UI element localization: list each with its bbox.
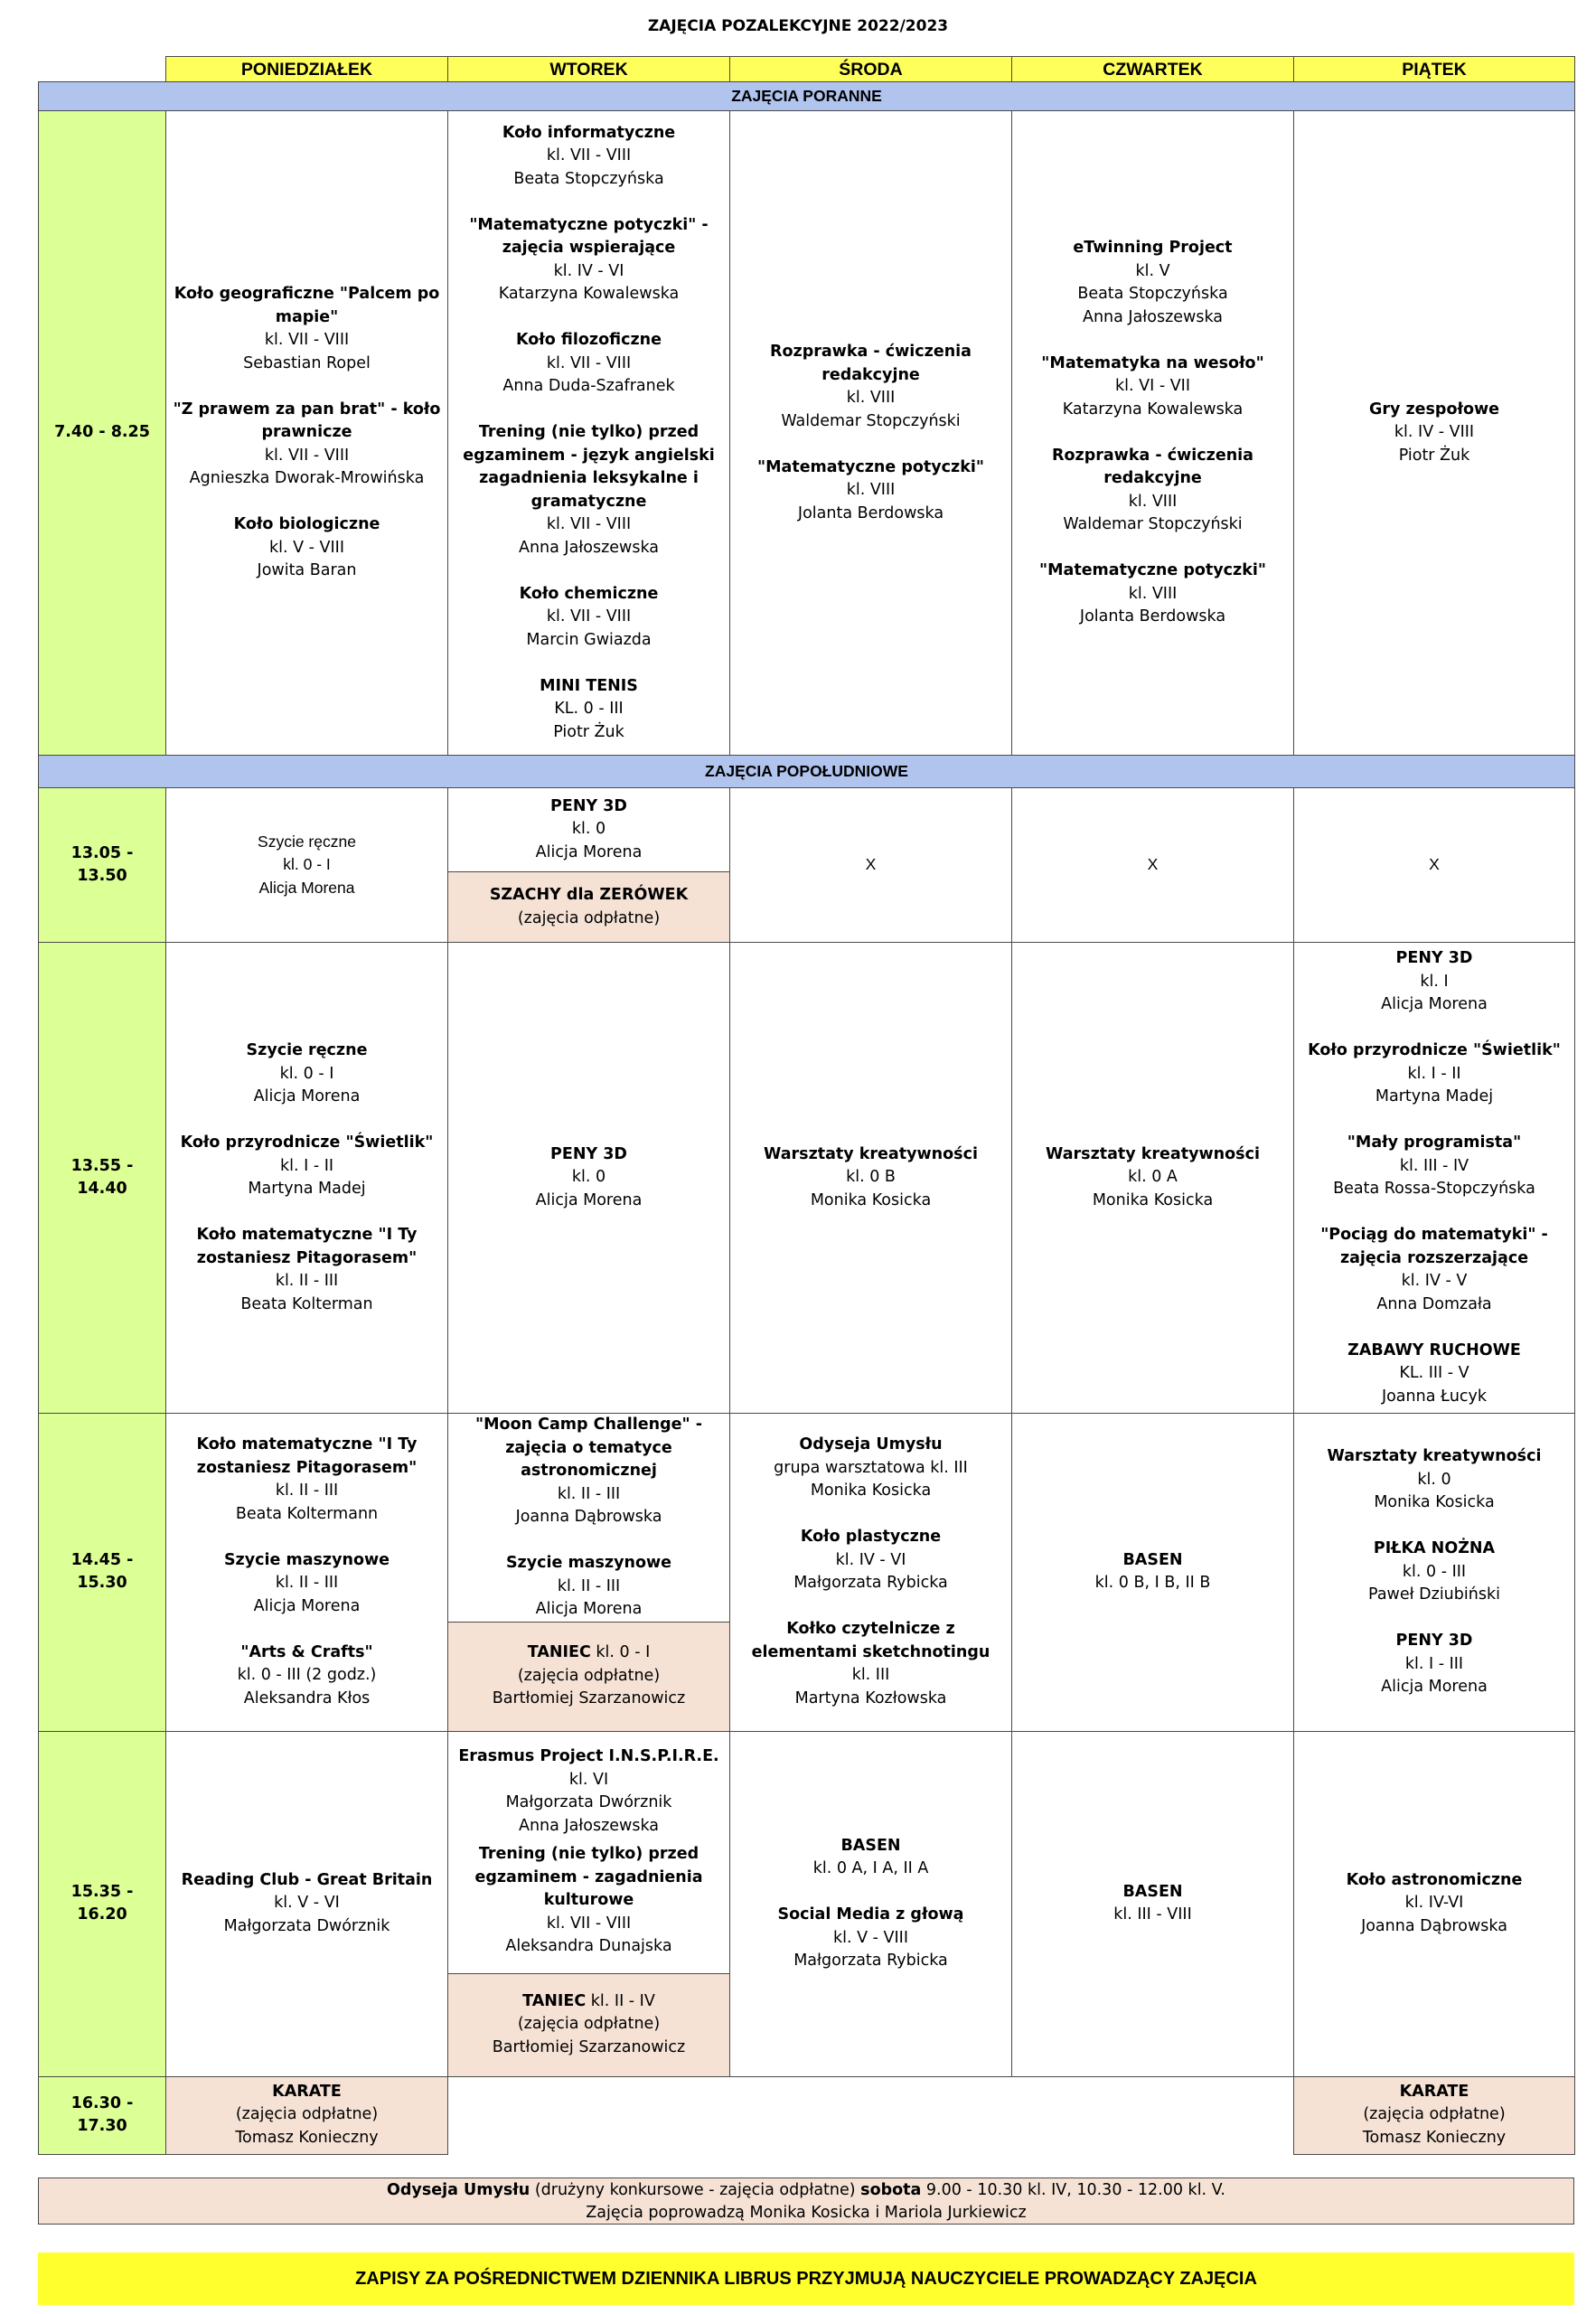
activity-title: Szycie maszynowe <box>223 1550 390 1569</box>
cell-tuesday <box>448 788 730 872</box>
cell-tuesday <box>448 111 730 756</box>
activity-line: Katarzyna Kowalewska <box>498 285 680 304</box>
activity-line: (zajęcia odpłatne) <box>235 2105 379 2124</box>
activity-line: kl. VIII <box>1128 584 1178 603</box>
activity-title: Rozprawka - ćwiczenia redakcyjne <box>770 343 972 384</box>
activity-line: Beata Stopczyńska <box>1077 285 1228 304</box>
activity-line: Alicja Morena <box>535 1600 643 1618</box>
activity-title: Koło przyrodnicze "Świetlik" <box>1308 1041 1561 1059</box>
activity-title: Koło informatyczne <box>502 123 676 142</box>
activity-title: MINI TENIS <box>540 676 638 695</box>
cell-thursday <box>1012 1414 1294 1732</box>
activity-title: PENY 3D <box>1395 1632 1473 1650</box>
activity-block <box>454 583 724 653</box>
cell-tuesday-paid <box>448 1973 730 2076</box>
activity-title: Koło matematyczne "I Ty zostaniesz Pitagorasem" <box>196 1435 418 1477</box>
day-header-tuesday: WTOREK <box>448 57 730 82</box>
activity-line: kl. III <box>851 1666 890 1685</box>
activity-line: kl. I <box>1420 972 1449 991</box>
activity-line: (zajęcia odpłatne) <box>1363 2105 1506 2124</box>
activity-title: TANIEC kl. 0 - I <box>527 1643 651 1662</box>
activity-title: "Moon Camp Challenge" - zajęcia o tematyce astronomicznej <box>475 1416 702 1480</box>
schedule-row <box>39 943 1575 1414</box>
cell-friday <box>1294 111 1575 756</box>
activity-title: ZABAWY RUCHOWE <box>1347 1340 1521 1359</box>
footer-note <box>38 2178 1574 2225</box>
activity-line: Martyna Kozłowska <box>794 1688 947 1707</box>
activity-block <box>1300 1224 1569 1316</box>
activity-block <box>1300 1445 1569 1515</box>
activity-block <box>1018 560 1288 629</box>
cell-friday <box>1294 2076 1575 2154</box>
activity-line: kl. VI - VII <box>1115 377 1190 396</box>
activity-block <box>454 675 724 745</box>
activity-block <box>454 1843 724 1959</box>
activity-line: kl. II - III <box>275 1482 339 1500</box>
activity-line: Anna Jałoszewska <box>518 1816 660 1835</box>
activity-block <box>736 456 1006 526</box>
activity-line: Sebastian Ropel <box>243 353 371 372</box>
cell-monday <box>166 943 448 1414</box>
activity-line: Monika Kosicka <box>810 1190 932 1209</box>
cell-friday: X <box>1294 788 1575 943</box>
time-slot: 13.05 - 13.50 <box>39 788 166 943</box>
activity-block <box>172 283 442 375</box>
activity-line: Agnieszka Dworak-Mrowińska <box>189 469 425 488</box>
activity-line: kl. VII - VIII <box>546 607 632 626</box>
activity-line: Alicja Morena <box>535 842 643 861</box>
activity-line: Alicja Morena <box>1381 1678 1488 1696</box>
activity-block <box>1018 1549 1288 1595</box>
activity-title: Rozprawka - ćwiczenia redakcyjne <box>1052 446 1253 488</box>
activity-title: Erasmus Project I.N.S.P.I.R.E. kl. VI <box>458 1747 719 1789</box>
activity-class: kl. 0 - I <box>283 855 331 874</box>
activity-line: kl. 0 <box>571 820 606 839</box>
activity-block <box>1018 1143 1288 1213</box>
cell-monday <box>166 788 448 943</box>
activity-title: "Matematyka na wesoło" <box>1041 353 1264 372</box>
activity-block <box>172 1132 442 1201</box>
activity-block <box>1300 1340 1569 1409</box>
cell-monday <box>166 2076 448 2154</box>
activity-title: PENY 3D <box>550 1144 627 1163</box>
cell-thursday: X <box>1012 788 1294 943</box>
day-header-wednesday: ŚRODA <box>730 57 1012 82</box>
activity-line: kl. III - VIII <box>1113 1905 1192 1924</box>
activity-line: kl. VIII <box>846 389 896 407</box>
activity-title: eTwinning Project <box>1073 239 1233 258</box>
activity-line: Anna Domzała <box>1376 1294 1492 1313</box>
schedule-row-morning <box>39 111 1575 756</box>
activity-line: kl. 0 - III (2 godz.) <box>237 1666 377 1685</box>
cell-thursday <box>1012 943 1294 1414</box>
activity-line: kl. IV - VI <box>553 261 624 280</box>
activity-line: Bartłomiej Szarzanowicz <box>492 1689 686 1708</box>
activity-line: Paweł Dziubiński <box>1368 1585 1500 1604</box>
activity-line: Alicja Morena <box>253 1596 361 1615</box>
cell-tuesday-paid <box>448 872 730 943</box>
activity-block <box>172 1224 442 1316</box>
activity-title: Trening (nie tylko) przed egzaminem - zagadnienia kulturowe <box>474 1845 703 1910</box>
activity-block <box>1300 399 1569 468</box>
activity-title: Kołko czytelnicze z elementami sketchnotingu <box>751 1620 990 1661</box>
activity-line: kl. V <box>1135 261 1170 280</box>
activity-line: Martyna Madej <box>248 1180 366 1198</box>
activity-block <box>454 1552 724 1622</box>
activity-block <box>736 341 1006 433</box>
activity-block <box>454 421 724 560</box>
activity-line: kl. VII - VIII <box>546 1914 632 1933</box>
activity-line: (zajęcia odpłatne) <box>517 1666 661 1685</box>
activity-block <box>172 1039 442 1109</box>
activity-block <box>172 1641 442 1711</box>
cell-friday <box>1294 943 1575 1414</box>
time-slot: 14.45 - 15.30 <box>39 1414 166 1732</box>
activity-title: Szycie ręczne <box>258 832 356 851</box>
activity-title: PENY 3D <box>550 796 627 815</box>
activity-block <box>736 1904 1006 1973</box>
activity-block <box>736 1434 1006 1503</box>
activity-line: Martyna Madej <box>1375 1087 1494 1105</box>
activity-title: Koło plastyczne <box>800 1528 942 1547</box>
time-slot: 16.30 - 17.30 <box>39 2076 166 2154</box>
activity-line: kl. I - III <box>1404 1654 1464 1673</box>
activity-title: Gry zespołowe <box>1368 400 1500 419</box>
activity-line: Bartłomiej Szarzanowicz <box>492 2037 686 2056</box>
activity-block <box>454 1414 724 1529</box>
activity-title: Social Media z głową <box>777 1905 964 1924</box>
activity-line: Jolanta Berdowska <box>1079 607 1226 626</box>
time-slot: 7.40 - 8.25 <box>39 111 166 756</box>
activity-line: Monika Kosicka <box>1374 1493 1495 1511</box>
activity-title: Reading Club - Great Britain <box>181 1870 433 1889</box>
schedule-row <box>39 1414 1575 1623</box>
cell-friday <box>1294 1414 1575 1732</box>
activity-title: Warsztaty kreatywności <box>1046 1144 1260 1163</box>
activity-line: Waldemar Stopczyński <box>1063 515 1243 534</box>
page-title: ZAJĘCIA POZALEKCYJNE 2022/2023 <box>647 17 949 35</box>
schedule-row <box>39 2076 1575 2154</box>
cell-tuesday-paid <box>448 1622 730 1731</box>
activity-line: KL. 0 - III <box>554 700 624 719</box>
activity-title: TANIEC kl. II - IV <box>522 1991 655 2010</box>
activity-title: Koło przyrodnicze "Świetlik" <box>180 1133 434 1152</box>
activity-line: KL. III - V <box>1399 1364 1469 1382</box>
activity-line: Beata Kolterman <box>240 1294 373 1313</box>
cell-wednesday <box>730 943 1012 1414</box>
activity-block <box>736 1143 1006 1213</box>
activity-line: (zajęcia odpłatne) <box>517 908 661 927</box>
activity-line: kl. VIII <box>846 481 896 499</box>
activity-line: kl. VII - VIII <box>546 146 632 165</box>
activity-block <box>736 1618 1006 1710</box>
activity-line: Waldemar Stopczyński <box>781 411 961 430</box>
activity-line: Anna Jałoszewska <box>518 538 660 557</box>
schedule-row <box>39 1731 1575 1973</box>
day-header-thursday: CZWARTEK <box>1012 57 1294 82</box>
footer-line-1: Odyseja Umysłu (drużyny konkursowe - zajęcia odpłatne) sobota 9.00 - 10.30 kl. IV, 10.30 - 12.00 kl. V. <box>387 2181 1225 2199</box>
activity-line: Alicja Morena <box>535 1190 643 1209</box>
activity-block <box>454 122 724 192</box>
activity-line: kl. II - III <box>275 1574 339 1593</box>
activity-block <box>454 329 724 399</box>
activity-title: Trening (nie tylko) przed egzaminem - język angielski zagadnienia leksykalne i gramatyczne <box>463 423 715 511</box>
activity-block <box>172 1434 442 1526</box>
activity-title: BASEN <box>1122 1882 1183 1901</box>
activity-block <box>454 1143 724 1213</box>
activity-title: KARATE <box>1399 2082 1469 2101</box>
cell-monday <box>166 111 448 756</box>
activity-line: kl. II - III <box>557 1484 621 1503</box>
activity-title: Warsztaty kreatywności <box>1327 1447 1542 1465</box>
activity-block <box>736 1526 1006 1595</box>
activity-title: PIŁKA NOŻNA <box>1373 1539 1496 1557</box>
activity-line: kl. IV - VI <box>835 1550 906 1569</box>
cell-wednesday <box>730 1731 1012 2076</box>
activity-line: kl. 0 A, I A, II A <box>812 1859 929 1877</box>
cell-wednesday <box>730 111 1012 756</box>
activity-block <box>172 513 442 583</box>
activity-block <box>172 1869 442 1939</box>
activity-title: "Z prawem za pan brat" - koło prawnicze <box>173 400 441 442</box>
cell-tuesday <box>448 1731 730 1973</box>
activity-block <box>1300 1132 1569 1201</box>
activity-line: grupa warsztatowa kl. III <box>774 1458 968 1477</box>
activity-title: "Matematyczne potyczki" <box>1038 561 1266 580</box>
activity-line: Marcin Gwiazda <box>526 630 652 649</box>
day-header-row <box>39 57 1575 82</box>
activity-line: Monika Kosicka <box>1092 1190 1214 1209</box>
time-slot: 15.35 - 16.20 <box>39 1731 166 2076</box>
activity-line: kl. II - III <box>275 1272 339 1290</box>
activity-line: kl. VII - VIII <box>264 446 350 465</box>
activity-title: Koło filozoficzne <box>516 331 662 350</box>
activity-line: kl. II - III <box>557 1576 621 1595</box>
activity-line: kl. I - II <box>279 1156 334 1175</box>
activity-title: KARATE <box>272 2082 342 2101</box>
activity-block <box>172 1549 442 1619</box>
activity-line: kl. VII - VIII <box>546 515 632 534</box>
activity-line: kl. IV - V <box>1401 1272 1468 1290</box>
activity-line: Aleksandra Dunajska <box>505 1937 672 1956</box>
activity-title: Koło geograficzne "Palcem po mapie" <box>174 285 440 326</box>
schedule-table <box>38 56 1575 2155</box>
activity-title: "Matematyczne potyczki" <box>756 457 984 476</box>
activity-line: kl. 0 - III <box>1402 1562 1467 1581</box>
activity-line: Tomasz Konieczny <box>235 2128 379 2147</box>
activity-line: Beata Stopczyńska <box>513 169 664 188</box>
activity-line: kl. 0 B, I B, II B <box>1094 1574 1211 1593</box>
day-header-friday: PIĄTEK <box>1294 57 1575 82</box>
activity-title: "Pociąg do matematyki" - zajęcia rozszerzające <box>1320 1226 1548 1267</box>
activity-block <box>454 214 724 306</box>
activity-line: kl. VIII <box>1128 492 1178 511</box>
activity-line: Małgorzata Rybicka <box>793 1952 948 1970</box>
activity-block <box>1300 1869 1569 1939</box>
activity-line: Aleksandra Kłos <box>243 1688 371 1707</box>
activity-line: Joanna Dąbrowska <box>515 1508 662 1526</box>
activity-title: Szycie ręczne <box>246 1041 368 1059</box>
activity-title: Koło biologiczne <box>233 515 380 534</box>
activity-line: (zajęcia odpłatne) <box>517 2015 661 2034</box>
activity-line: kl. 0 <box>1417 1470 1451 1489</box>
activity-teacher: Alicja Morena <box>258 878 355 897</box>
activity-block <box>1018 237 1288 329</box>
activity-line: Jolanta Berdowska <box>797 503 944 522</box>
activity-line: kl. I - II <box>1407 1064 1461 1083</box>
activity-line: Alicja Morena <box>1381 995 1488 1013</box>
activity-title: Koło chemiczne <box>519 584 659 603</box>
activity-block <box>736 1835 1006 1881</box>
activity-title: PENY 3D <box>1395 949 1473 967</box>
activity-line: Małgorzata Rybicka <box>793 1574 948 1593</box>
activity-line: Małgorzata Dwórznik <box>223 1916 390 1935</box>
activity-line: Beata Koltermann <box>235 1504 379 1523</box>
activity-line: kl. 0 A <box>1128 1168 1178 1187</box>
activity-line: Anna Duda-Szafranek <box>502 377 675 396</box>
activity-line: Beata Rossa-Stopczyńska <box>1333 1180 1535 1198</box>
cell-tuesday <box>448 1414 730 1623</box>
section-afternoon: ZAJĘCIA POPOŁUDNIOWE <box>39 756 1575 788</box>
schedule-row <box>39 788 1575 872</box>
activity-line: kl. V - VI <box>274 1894 340 1913</box>
cell-wednesday: X <box>730 788 1012 943</box>
activity-line: Alicja Morena <box>253 1087 361 1105</box>
activity-block <box>1018 353 1288 422</box>
activity-block <box>1300 1538 1569 1607</box>
cell-monday <box>166 1731 448 2076</box>
activity-title: "Matematyczne potyczki" - zajęcia wspierające <box>469 215 709 258</box>
activity-line: Monika Kosicka <box>810 1482 932 1500</box>
activity-title: Koło matematyczne "I Ty zostaniesz Pitagorasem" <box>196 1226 418 1267</box>
activity-line: kl. V - VIII <box>833 1928 908 1947</box>
time-slot: 13.55 - 14.40 <box>39 943 166 1414</box>
activity-line: kl. IV-VI <box>1404 1894 1464 1913</box>
activity-title: Odyseja Umysłu <box>799 1435 943 1454</box>
activity-line: Tomasz Konieczny <box>1362 2128 1507 2147</box>
activity-block <box>1300 1039 1569 1109</box>
activity-block <box>454 1745 724 1838</box>
activity-line: kl. III - IV <box>1399 1156 1469 1175</box>
cell-thursday <box>1012 1731 1294 2076</box>
cell-monday <box>166 1414 448 1732</box>
cell-wednesday <box>730 1414 1012 1732</box>
activity-block <box>1018 445 1288 537</box>
activity-title: Koło astronomiczne <box>1346 1870 1523 1889</box>
activity-line: Joanna Dąbrowska <box>1361 1916 1507 1935</box>
activity-line: Jowita Baran <box>257 561 357 580</box>
activity-block <box>1018 1881 1288 1927</box>
activity-line: kl. V - VIII <box>269 538 344 557</box>
activity-title: Szycie maszynowe <box>505 1554 672 1572</box>
footer-line-2: Zajęcia poprowadzą Monika Kosicka i Mariola Jurkiewicz <box>586 2204 1027 2222</box>
activity-title: BASEN <box>840 1836 901 1855</box>
section-morning: ZAJĘCIA PORANNE <box>39 82 1575 111</box>
activity-line: Piotr Żuk <box>1398 446 1470 465</box>
activity-title: Warsztaty kreatywności <box>764 1144 978 1163</box>
day-header-monday: PONIEDZIAŁEK <box>166 57 448 82</box>
activity-block <box>1300 1630 1569 1699</box>
activity-block <box>1300 947 1569 1017</box>
activity-line: kl. 0 <box>571 1168 606 1187</box>
cell-tuesday <box>448 943 730 1414</box>
activity-line: kl. 0 - I <box>279 1064 334 1083</box>
activity-line: kl. VII - VIII <box>546 353 632 372</box>
activity-title: "Arts & Crafts" <box>240 1642 373 1661</box>
activity-title: "Mały programista" <box>1347 1133 1522 1152</box>
signup-banner: ZAPISY ZA POŚREDNICTWEM DZIENNIKA LIBRUS PRZYJMUJĄ NAUCZYCIELE PROWADZĄCY ZAJĘCIA <box>38 2253 1574 2305</box>
activity-block <box>172 399 442 491</box>
activity-line: kl. IV - VIII <box>1394 423 1475 442</box>
activity-title: BASEN <box>1122 1550 1183 1569</box>
activity-line: Małgorzata Dwórznik <box>505 1793 672 1812</box>
activity-line: Joanna Łucyk <box>1381 1387 1488 1406</box>
activity-line: Anna Jałoszewska <box>1082 307 1224 326</box>
activity-line: Piotr Żuk <box>553 722 624 741</box>
activity-line: kl. VII - VIII <box>264 331 350 350</box>
cell-thursday <box>1012 111 1294 756</box>
activity-line: Katarzyna Kowalewska <box>1062 400 1244 419</box>
activity-title: SZACHY dla ZERÓWEK <box>489 886 689 904</box>
cell-friday <box>1294 1731 1575 2076</box>
activity-line: kl. 0 B <box>846 1168 896 1187</box>
